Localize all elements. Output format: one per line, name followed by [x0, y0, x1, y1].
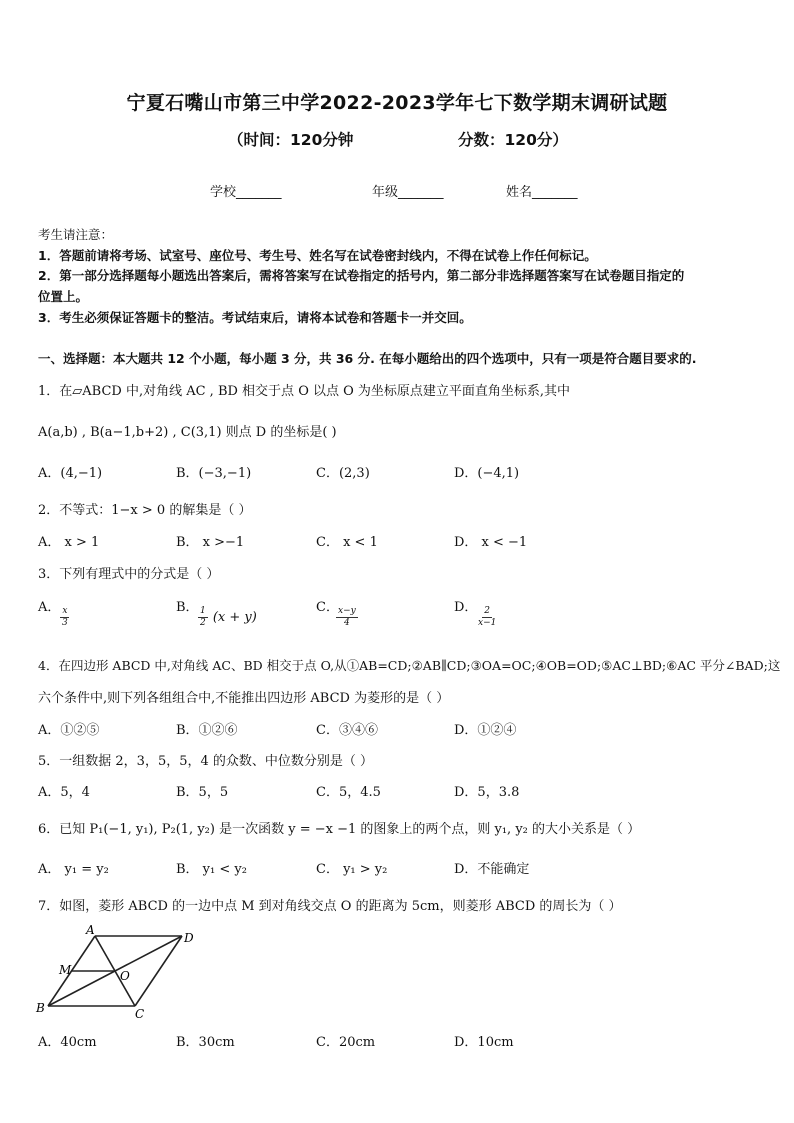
q2-option-d[interactable]: D． x < −1 — [454, 535, 528, 550]
q7-option-d[interactable]: D．10cm — [454, 1035, 514, 1050]
notes-heading: 考生请注意： — [38, 227, 114, 242]
q3-fraction-a — [60, 606, 70, 629]
name-field[interactable]: 姓名_______ — [506, 185, 578, 200]
q4-stem: 4．在四边形 ABCD 中,对角线 AC、BD 相交于点 O,从①AB=CD;②AB∥CD;③OA=OC;④OB=OD;⑤AC⊥BD;⑥AC 平分∠BAD;这 — [38, 658, 781, 673]
q6-stem: 6．已知 P₁(−1, y₁), P₂(1, y₂) 是一次函数 y = −x −1 的图象上的两个点，则 y₁, y₂ 的大小关系是（ ） — [38, 822, 641, 837]
q3-a-denominator: 3 — [62, 618, 68, 628]
q3-stem: 3．下列有理式中的分式是（ ） — [38, 567, 220, 582]
q6-option-a[interactable]: A． y₁ = y₂ — [38, 862, 109, 877]
q2-stem: 2．不等式：1−x > 0 的解集是（ ） — [38, 503, 252, 518]
label-c: C — [135, 1007, 145, 1020]
q3-c-denominator: 4 — [343, 618, 350, 628]
q3-option-d[interactable] — [454, 596, 477, 615]
q3-option-a[interactable] — [38, 596, 60, 615]
q3-d-numerator: 2 — [484, 606, 491, 616]
q1-stem-cont: A(a,b) , B(a−1,b+2) , C(3,1) 则点 D 的坐标是( ) — [38, 425, 337, 440]
note-1: 1．答题前请将考场、试室号、座位号、考生号、姓名写在试卷密封线内，不得在试卷上作任何标记。 — [38, 248, 597, 263]
q3-option-c-label: C． — [316, 600, 339, 615]
q3-c-numerator: x−y — [338, 606, 356, 616]
label-b: B — [36, 1001, 45, 1015]
q3-b-numerator: 1 — [200, 606, 206, 616]
exam-time: （时间：120分钟 — [228, 131, 354, 149]
label-d: D — [184, 931, 194, 945]
q3-option-b-label: B． — [176, 600, 199, 615]
q3-fraction-b — [198, 606, 257, 629]
q3-fraction-c — [336, 606, 358, 629]
grade-field[interactable]: 年级_______ — [372, 185, 444, 200]
q6-option-b[interactable]: B． y₁ < y₂ — [176, 862, 247, 877]
q5-option-a[interactable]: A．5，4 — [38, 785, 90, 800]
label-a: A — [86, 923, 95, 937]
q5-option-d[interactable]: D．5，3.8 — [454, 785, 520, 800]
q3-b-tail: (x + y) — [212, 610, 257, 625]
q7-option-c[interactable]: C．20cm — [316, 1035, 376, 1050]
q3-d-denominator: x−1 — [478, 618, 497, 628]
q7-option-b[interactable]: B．30cm — [176, 1035, 235, 1050]
q4-option-c[interactable]: C．③④⑥ — [316, 723, 378, 738]
side-dc — [135, 936, 182, 1006]
school-field[interactable]: 学校_______ — [210, 185, 282, 200]
note-3: 3．考生必须保证答题卡的整洁。考试结束后，请将本试卷和答题卡一并交回。 — [38, 310, 472, 325]
q1-option-b[interactable]: B．(−3,−1) — [176, 466, 252, 481]
q4-stem-cont: 六个条件中,则下列各组组合中,不能推出四边形 ABCD 为菱形的是（ ） — [38, 691, 450, 706]
q3-a-numerator: x — [62, 606, 68, 616]
q1-stem: 1．在▱ABCD 中,对角线 AC , BD 相交于点 O 以点 O 为坐标原点建立平面直角坐标系,其中 — [38, 384, 571, 399]
note-2-cont: 位置上。 — [38, 289, 89, 304]
section-heading: 一、选择题：本大题共 12 个小题，每小题 3 分，共 36 分. 在每小题给出的四个选项中，只有一项是符合题目要求的. — [38, 351, 697, 366]
q2-option-b[interactable]: B． x >−1 — [176, 535, 245, 550]
q7-stem: 7．如图，菱形 ABCD 的一边中点 M 到对角线交点 O 的距离为 5cm，则菱形 ABCD 的周长为（ ） — [38, 899, 622, 914]
q4-option-d[interactable]: D．①②④ — [454, 723, 517, 738]
q3-option-d-label: D． — [454, 600, 478, 615]
exam-score: 分数：120分） — [458, 131, 568, 149]
q6-option-c[interactable]: C． y₁ > y₂ — [316, 862, 388, 877]
q3-option-b[interactable] — [176, 596, 199, 615]
q3-b-denominator: 2 — [200, 618, 206, 628]
page-title: 宁夏石嘴山市第三中学2022-2023学年七下数学期末调研试题 — [126, 92, 668, 114]
q4-option-a[interactable]: A．①②⑤ — [38, 723, 100, 738]
q3-option-a-label: A． — [38, 600, 61, 615]
note-2: 2．第一部分选择题每小题选出答案后，需将答案写在试卷指定的括号内，第二部分非选择题答案写在试卷题目指定的 — [38, 268, 685, 283]
q4-option-b[interactable]: B．①②⑥ — [176, 723, 238, 738]
q1-option-d[interactable]: D．(−4,1) — [454, 466, 520, 481]
q5-option-b[interactable]: B．5，5 — [176, 785, 229, 800]
q1-option-c[interactable]: C．(2,3) — [316, 466, 370, 481]
q5-option-c[interactable]: C．5，4.5 — [316, 785, 381, 800]
q3-fraction-d — [476, 606, 498, 629]
label-m: M — [59, 963, 72, 977]
label-o: O — [120, 969, 130, 983]
q2-option-c[interactable]: C． x < 1 — [316, 535, 378, 550]
q1-option-a[interactable]: A．(4,−1) — [38, 466, 103, 481]
rhombus-figure — [30, 922, 210, 1020]
q5-stem: 5．一组数据 2，3，5，5，4 的众数、中位数分别是（ ） — [38, 754, 374, 769]
q6-option-d[interactable]: D．不能确定 — [454, 862, 530, 877]
q2-option-a[interactable]: A． x > 1 — [38, 535, 100, 550]
q7-option-a[interactable]: A．40cm — [38, 1035, 97, 1050]
